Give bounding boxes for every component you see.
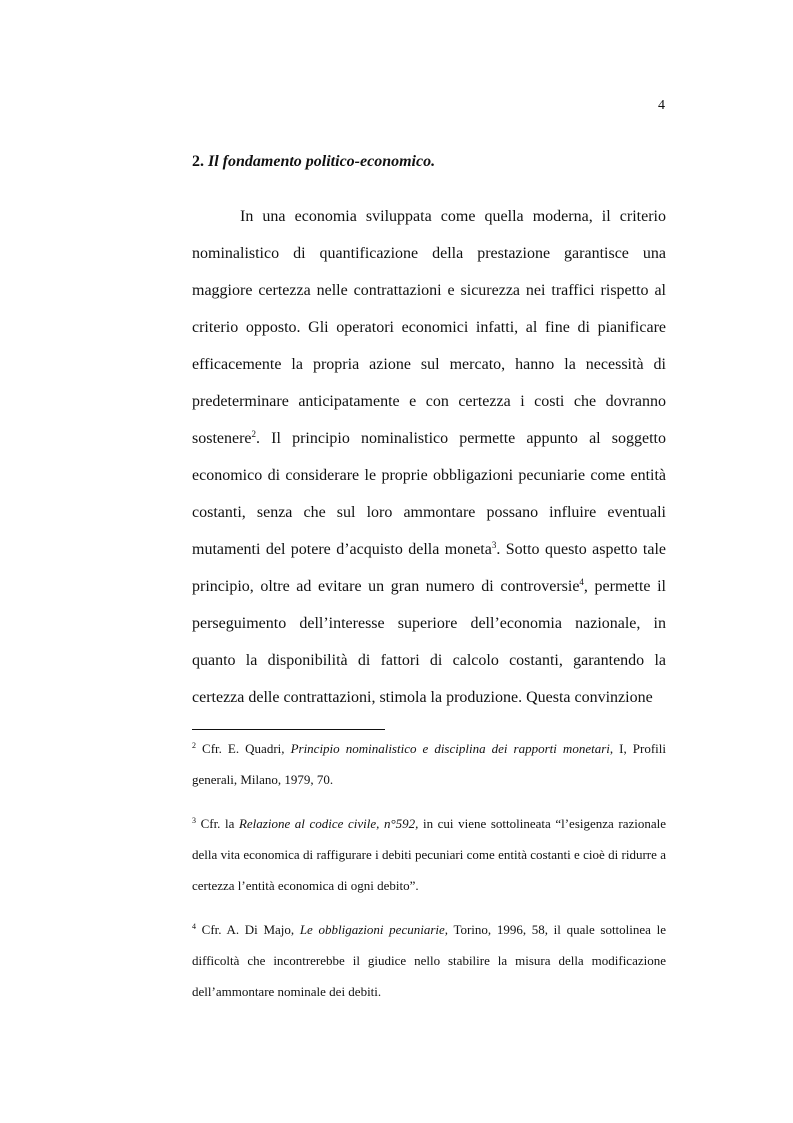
footnote-marker: 3 <box>192 816 196 825</box>
section-title <box>192 153 435 171</box>
paragraph-text-3: . Sotto questo aspetto tale principio, oltre ad evitare un gran numero di controversie <box>192 541 666 595</box>
footnote-ref-4: 4 <box>579 577 584 587</box>
footnote-ref-2: 2 <box>251 429 257 439</box>
paragraph-text-2: . Il principio nominalistico permette appunto al soggetto economico di considerare le proprie obbligazioni pecuniarie come entità costanti, senza che sul loro ammontare possano influire eventuali mutamenti del potere d’acquisto della moneta <box>192 430 666 558</box>
section-number: 2. <box>192 153 204 170</box>
footnote-text: , I, Profili generali, Milano, 1979, 70. <box>192 741 667 787</box>
page-number: 4 <box>658 98 665 113</box>
section-title-text: Il fondamento politico-economico. <box>208 153 436 170</box>
footnote-4 <box>192 914 666 1007</box>
footnote-text: Cfr. E. Quadri, <box>196 741 291 756</box>
footnote-text: Torino, 1996, 58, il quale sottolinea le difficoltà che incontrerebbe il giudice nello stabilire la misura della modificazione dell’ammontare nominale dei debiti. <box>192 922 666 999</box>
footnote-title: Principio nominalistico e disciplina dei rapporti monetari <box>290 741 610 756</box>
footnote-separator <box>192 729 385 730</box>
footnote-text: Cfr. A. Di Majo, <box>196 922 300 937</box>
footnote-marker: 2 <box>192 741 196 750</box>
footnotes <box>192 733 666 1020</box>
footnote-title: Le obbligazioni pecuniarie, <box>299 922 449 937</box>
footnote-text: Cfr. la <box>196 816 239 831</box>
body-paragraph <box>192 198 666 716</box>
footnote-text: in cui viene sottolineata “l’esigenza razionale della vita economica di raffigurare i debiti pecuniari come entità costanti e cioè di ridurre a certezza l’entità economica di ogni debito”. <box>192 816 667 893</box>
footnote-ref-3: 3 <box>491 540 497 550</box>
footnote-marker: 4 <box>192 922 196 931</box>
footnote-2 <box>192 733 666 795</box>
footnote-title: Relazione al codice civile, n°592, <box>238 816 419 831</box>
footnote-3 <box>192 808 666 901</box>
paragraph-text-4: , permette il perseguimento dell’interesse superiore dell’economia nazionale, in quanto la disponibilità di fattori di calcolo costanti, garantendo la certezza delle contrattazioni, stimola la produzione. Questa convinzione <box>192 578 666 706</box>
paragraph-text-1: In una economia sviluppata come quella moderna, il criterio nominalistico di quantificazione della prestazione garantisce una maggiore certezza nelle contrattazioni e sicurezza nei traffici rispetto al criterio opposto. Gli operatori economici infatti, al fine di pianificare efficacemente la propria azione sul mercato, hanno la necessità di predeterminare anticipatamente e con certezza i costi che dovranno sostenere <box>192 208 666 447</box>
